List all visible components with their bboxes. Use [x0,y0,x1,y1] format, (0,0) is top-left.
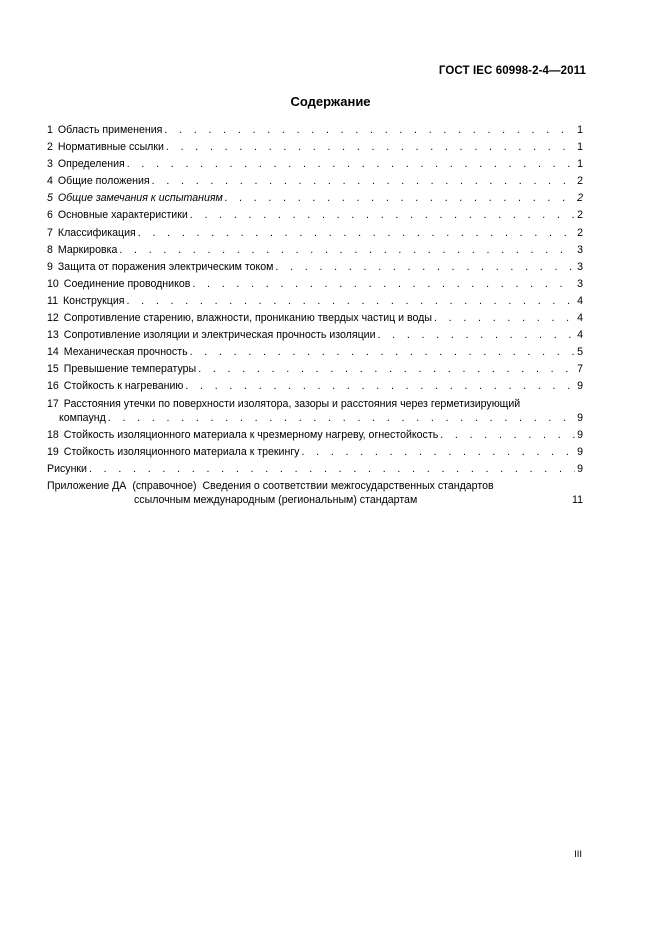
toc-entry-label: Сопротивление старению, влажности, прониканию твердых частиц и воды [63,312,432,325]
toc-entry-number: 12 [47,312,59,325]
toc-entry-label: Превышение температуры [63,363,197,376]
toc-entry-label: Маркировка [57,243,118,256]
toc-entry-label: Общие положения [57,175,150,188]
toc-entry-14[interactable] [47,345,583,359]
toc-leader-dots [138,226,575,240]
appendix-title-line2: ссылочным международным (региональным) стандартам [134,493,418,506]
appendix-title-line1: Сведения о соответствии межгосударственных стандартов [202,479,494,492]
toc-entry-label-continued: компаунд [59,411,106,424]
toc-entry-19[interactable] [47,445,583,459]
toc-entry-page: 2 [577,209,583,222]
toc-entry-label: Нормативные ссылки [57,141,164,154]
toc-entry-number: 8 [47,243,53,256]
toc-entry-label: Рисунки [47,462,87,475]
toc-entry-page: 4 [577,329,583,342]
page-number: III [574,849,582,860]
toc-entry-number: 10 [47,277,59,290]
toc-entry-8[interactable] [47,243,583,257]
toc-leader-dots [185,379,575,393]
toc-entry-15[interactable] [47,362,583,376]
toc-entry-number: 15 [47,363,59,376]
toc-entry-appendix[interactable] [47,479,583,507]
toc-leader-dots [440,428,575,442]
toc-entry-18[interactable] [47,428,583,442]
toc-entry-page: 2 [577,192,583,205]
toc-entry-label: Определения [57,158,125,171]
toc-entry-number: 4 [47,175,53,188]
toc-leader-dots [89,462,575,476]
toc-entry-page: 9 [577,380,583,393]
toc-entry-number: 6 [47,209,53,222]
toc-leader-dots [152,174,575,188]
toc-entry-number: 14 [47,346,59,359]
toc-entry-page: 1 [577,124,583,136]
toc-entry-label: Общие замечания к испытаниям [57,192,223,205]
toc-leader-dots [198,362,575,376]
toc-entry-label: Защита от поражения электрическим током [57,260,274,273]
toc-entry-5[interactable] [47,191,583,205]
toc-entry-number: 13 [47,329,59,342]
toc-leader-dots [166,140,575,154]
toc-entry-page: 9 [577,445,583,458]
toc-entry-11[interactable] [47,294,583,308]
toc-entry-number: 18 [47,428,59,441]
toc-entry-number: 19 [47,445,59,458]
toc-entry-16[interactable] [47,379,583,393]
toc-entry-label: Механическая прочность [63,346,188,359]
toc-leader-dots [192,277,575,291]
toc-entry-12[interactable] [47,311,583,325]
toc-entry-label: Расстояния утечки по поверхности изолятора, зазоры и расстояния через герметизирующий [63,397,521,410]
toc-entry-page: 1 [577,158,583,171]
toc-leader-dots [119,243,575,257]
toc-entry-page: 3 [577,243,583,256]
toc-entry-6[interactable] [47,208,583,222]
toc-entry-page: 1 [577,141,583,154]
toc-entry-page: 11 [572,493,583,506]
toc-leader-dots [190,345,575,359]
toc-leader-dots [164,123,575,137]
appendix-prefix: Приложение ДА [47,479,127,492]
toc-leader-dots [225,191,575,205]
toc-entry-13[interactable] [47,328,583,342]
toc-entry-number: 2 [47,141,53,154]
toc-entry-page: 4 [577,294,583,307]
toc-entry-label: Классификация [57,226,136,239]
toc-entry-number: 3 [47,158,53,171]
toc-entry-number: 5 [47,192,53,205]
toc-entry-page: 2 [577,226,583,239]
toc-entry-1[interactable] [47,123,583,137]
toc-leader-dots [127,294,576,308]
toc-entry-number: 1 [47,124,53,136]
toc-entry-label: Конструкция [63,294,125,307]
toc-entry-number: 16 [47,380,59,393]
toc-entry-label: Соединение проводников [63,277,191,290]
toc-entry-page: 9 [577,462,583,475]
toc-entry-page: 9 [577,428,583,441]
appendix-type: (справочное) [132,479,197,492]
toc-entry-page: 2 [577,175,583,188]
toc-entry-page: 3 [577,277,583,290]
toc-entry-page: 7 [577,363,583,376]
toc-entry-page: 4 [577,312,583,325]
toc-leader-dots [108,411,575,425]
toc-entry-7[interactable] [47,226,583,240]
toc-entry-label: Область применения [57,124,163,136]
toc-entry-number: 9 [47,260,53,273]
table-of-contents [47,123,583,507]
toc-entry-2[interactable] [47,140,583,154]
toc-entry-label: Стойкость к нагреванию [63,380,184,393]
toc-entry-page: 9 [577,411,583,424]
toc-entry-figures[interactable] [47,462,583,476]
toc-leader-dots [275,260,575,274]
toc-entry-page: 5 [577,346,583,359]
toc-leader-dots [434,311,575,325]
toc-entry-page: 3 [577,260,583,273]
toc-leader-dots [190,208,575,222]
toc-title: Содержание [290,94,371,109]
toc-entry-number: 11 [47,294,58,307]
toc-entry-3[interactable] [47,157,583,171]
toc-leader-dots [378,328,576,342]
toc-entry-label: Сопротивление изоляции и электрическая прочность изоляции [63,329,376,342]
toc-leader-dots [301,445,575,459]
toc-entry-number: 7 [47,226,53,239]
toc-entry-label: Стойкость изоляционного материала к чрезмерному нагреву, огнестойкость [63,428,439,441]
toc-entry-4[interactable] [47,174,583,188]
toc-entry-number: 17 [47,397,59,410]
toc-entry-9[interactable] [47,260,583,274]
toc-entry-17[interactable] [47,397,583,425]
toc-entry-label: Стойкость изоляционного материала к трекингу [63,445,300,458]
document-code: ГОСТ IEC 60998-2-4—2011 [438,65,586,77]
toc-leader-dots [127,157,575,171]
toc-entry-label: Основные характеристики [57,209,188,222]
toc-entry-10[interactable] [47,277,583,291]
